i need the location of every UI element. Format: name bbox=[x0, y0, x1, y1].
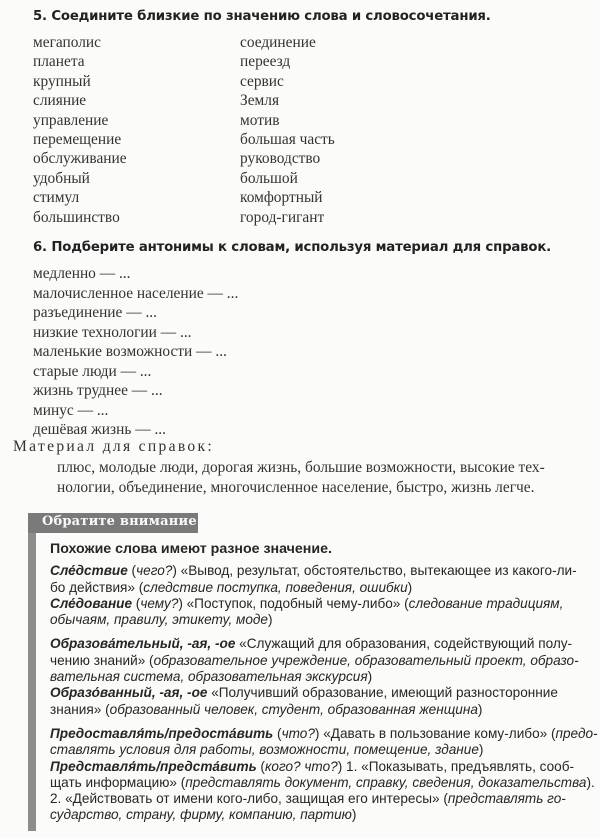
note-italic-text: образованный человек, студент, образованная женщина bbox=[109, 701, 478, 717]
note-line bbox=[50, 636, 595, 652]
reference-body bbox=[57, 458, 597, 497]
note-text: ( bbox=[256, 758, 265, 774]
word-left: крупный bbox=[33, 72, 91, 90]
note-term: Образова́тельный, -ая, -ое bbox=[50, 636, 236, 652]
note-line bbox=[50, 580, 595, 596]
note-italic-text: следование традициям, bbox=[408, 595, 564, 611]
note-line bbox=[50, 702, 595, 718]
note-line bbox=[50, 596, 595, 612]
note-italic-text: образовательное учреждение, образовательный проект, образо- bbox=[153, 652, 579, 668]
note-line bbox=[50, 669, 595, 685]
reference-title: Материал для справок: bbox=[13, 438, 215, 455]
word-left: планета bbox=[33, 53, 85, 71]
note-term: Образо́ванный, -ая, -ое bbox=[50, 685, 208, 701]
note-line bbox=[50, 791, 595, 807]
note-term: Предоставля́ть/предоста́вить bbox=[50, 725, 274, 741]
note-text: ) «Вывод, результат, обстоятельство, вытекающее из какого-ли- bbox=[172, 563, 577, 579]
note-term: Сле́дование bbox=[50, 595, 133, 611]
note-text: «Служащий для образования, содействующий полу- bbox=[235, 636, 573, 652]
note-text: ) «Поступок, подобный чему-либо» ( bbox=[178, 595, 409, 611]
word-left: большинство bbox=[33, 208, 120, 226]
reference-line: нологии, объединение, многочисленное население, быстро, жизнь легче. bbox=[57, 478, 535, 496]
antonym-item: минус — ... bbox=[33, 401, 109, 419]
note-text: знания» ( bbox=[50, 701, 110, 717]
note-italic-text: сударство, страну, фирму, компанию, партию bbox=[50, 807, 352, 823]
note-entry bbox=[50, 636, 595, 685]
note-italic-text: представлять документ, справку, сведения, доказательства bbox=[185, 774, 587, 790]
note-text: щать информацию» ( bbox=[50, 774, 186, 790]
note-text: ) 1. «Показывать, предъявлять, сооб- bbox=[337, 758, 575, 774]
note-text: ) bbox=[267, 612, 273, 628]
note-text: ( bbox=[132, 595, 141, 611]
note-italic-text: чего? bbox=[136, 563, 173, 579]
note-side-bar bbox=[28, 513, 36, 831]
antonym-item: жизнь труднее — ... bbox=[33, 382, 163, 399]
note-italic-text: что? bbox=[281, 725, 315, 741]
note-text: ( bbox=[127, 563, 137, 579]
note-entry bbox=[50, 563, 595, 596]
note-text: «Получивший образование, имеющий разносторонние bbox=[207, 685, 558, 701]
antonym-item: старые люди — ... bbox=[33, 362, 152, 380]
note-line bbox=[50, 725, 598, 742]
note-entry bbox=[50, 685, 595, 718]
note-line bbox=[50, 685, 595, 701]
word-left: мегаполис bbox=[33, 34, 101, 51]
word-pair-row bbox=[33, 91, 593, 110]
note-text: ) bbox=[407, 579, 413, 595]
word-right: большая часть bbox=[240, 130, 335, 148]
note-line bbox=[50, 742, 595, 758]
note-text: ( bbox=[273, 725, 282, 741]
note-text: ) bbox=[477, 701, 483, 717]
antonym-item: разъединение — ... bbox=[33, 304, 157, 321]
note-text: ) «Давать в пользование кому-либо» ( bbox=[314, 725, 556, 741]
note-text: 2. «Действовать от имени кого-либо, защищая его интересы» ( bbox=[50, 791, 448, 807]
note-text: ). bbox=[586, 774, 595, 790]
note-body bbox=[50, 541, 598, 824]
word-pair-row bbox=[33, 169, 593, 188]
reference-line: плюс, молодые люди, дорогая жизнь, большие возможности, высокие тех- bbox=[57, 459, 545, 476]
antonym-item: медленно — ... bbox=[33, 265, 131, 282]
word-right: соединение bbox=[240, 34, 316, 51]
word-right: большой bbox=[240, 169, 298, 187]
exercise-6-antonym-list bbox=[33, 264, 238, 440]
note-line bbox=[50, 759, 595, 775]
note-italic-text: предо- bbox=[555, 725, 598, 741]
note-line bbox=[50, 612, 595, 628]
note-italic-text: чему? bbox=[140, 595, 179, 611]
word-right: руководство bbox=[240, 150, 321, 168]
exercise-6-title: 6. Подберите антонимы к словам, используя материал для справок. bbox=[33, 240, 552, 255]
note-term: Сле́дствие bbox=[50, 563, 128, 579]
word-right: переезд bbox=[240, 53, 291, 71]
word-right: город-гигант bbox=[240, 208, 325, 226]
note-line bbox=[50, 653, 595, 669]
note-text: ) bbox=[478, 742, 484, 758]
word-pair-row bbox=[33, 149, 593, 168]
note-italic-text: представлять го- bbox=[447, 791, 566, 807]
word-right: сервис bbox=[240, 72, 284, 90]
exercise-5-title: 5. Соедините близкие по значению слова и словосочетания. bbox=[33, 9, 491, 24]
word-pair-row bbox=[33, 72, 593, 91]
word-right: комфортный bbox=[240, 189, 323, 207]
word-left: стимул bbox=[33, 189, 80, 207]
note-term: Представля́ть/предста́вить bbox=[50, 758, 257, 774]
antonym-item: низкие технологии — ... bbox=[33, 323, 192, 341]
note-italic-text: ставлять условия для работы, возможности, помещение, здание bbox=[50, 742, 479, 758]
note-line bbox=[50, 563, 595, 579]
note-entry bbox=[50, 725, 598, 759]
word-right: мотив bbox=[240, 111, 280, 129]
word-left: удобный bbox=[33, 169, 90, 187]
note-italic-text: вательная система, образовательная экскурсия bbox=[50, 669, 368, 685]
word-left: слияние bbox=[33, 92, 87, 110]
antonym-item: малочисленное население — ... bbox=[33, 284, 239, 302]
word-left: обслуживание bbox=[33, 150, 127, 168]
word-pair-row bbox=[33, 130, 593, 149]
note-entry bbox=[50, 759, 595, 824]
note-text: ) bbox=[351, 807, 357, 823]
note-text: чению знаний» ( bbox=[50, 652, 154, 668]
exercise-5-word-pairs bbox=[33, 33, 593, 227]
note-entries bbox=[50, 563, 598, 823]
antonym-item: маленькие возможности — ... bbox=[33, 343, 227, 360]
note-italic-text: кого? что? bbox=[264, 758, 338, 774]
note-header-label: Обратите внимание! bbox=[42, 514, 203, 529]
word-right: Земля bbox=[240, 92, 280, 110]
note-text: ) bbox=[367, 669, 373, 685]
word-pair-row bbox=[33, 188, 593, 207]
word-pair-row bbox=[33, 111, 593, 130]
word-pair-row bbox=[33, 52, 593, 71]
note-heading: Похожие слова имеют разное значение. bbox=[50, 541, 332, 557]
note-entry bbox=[50, 596, 595, 629]
antonym-item: дешёвая жизнь — ... bbox=[33, 421, 166, 438]
word-pair-row bbox=[33, 208, 593, 227]
note-italic-text: обычаям, правилу, этикету, моде bbox=[50, 612, 268, 628]
note-text: бо действия» ( bbox=[50, 579, 144, 595]
word-left: управление bbox=[33, 111, 109, 129]
note-italic-text: следствие поступка, поведения, ошибки bbox=[143, 579, 408, 595]
note-line bbox=[50, 807, 595, 823]
word-pair-row bbox=[33, 33, 593, 52]
note-line bbox=[50, 775, 595, 791]
word-left: перемещение bbox=[33, 130, 122, 148]
